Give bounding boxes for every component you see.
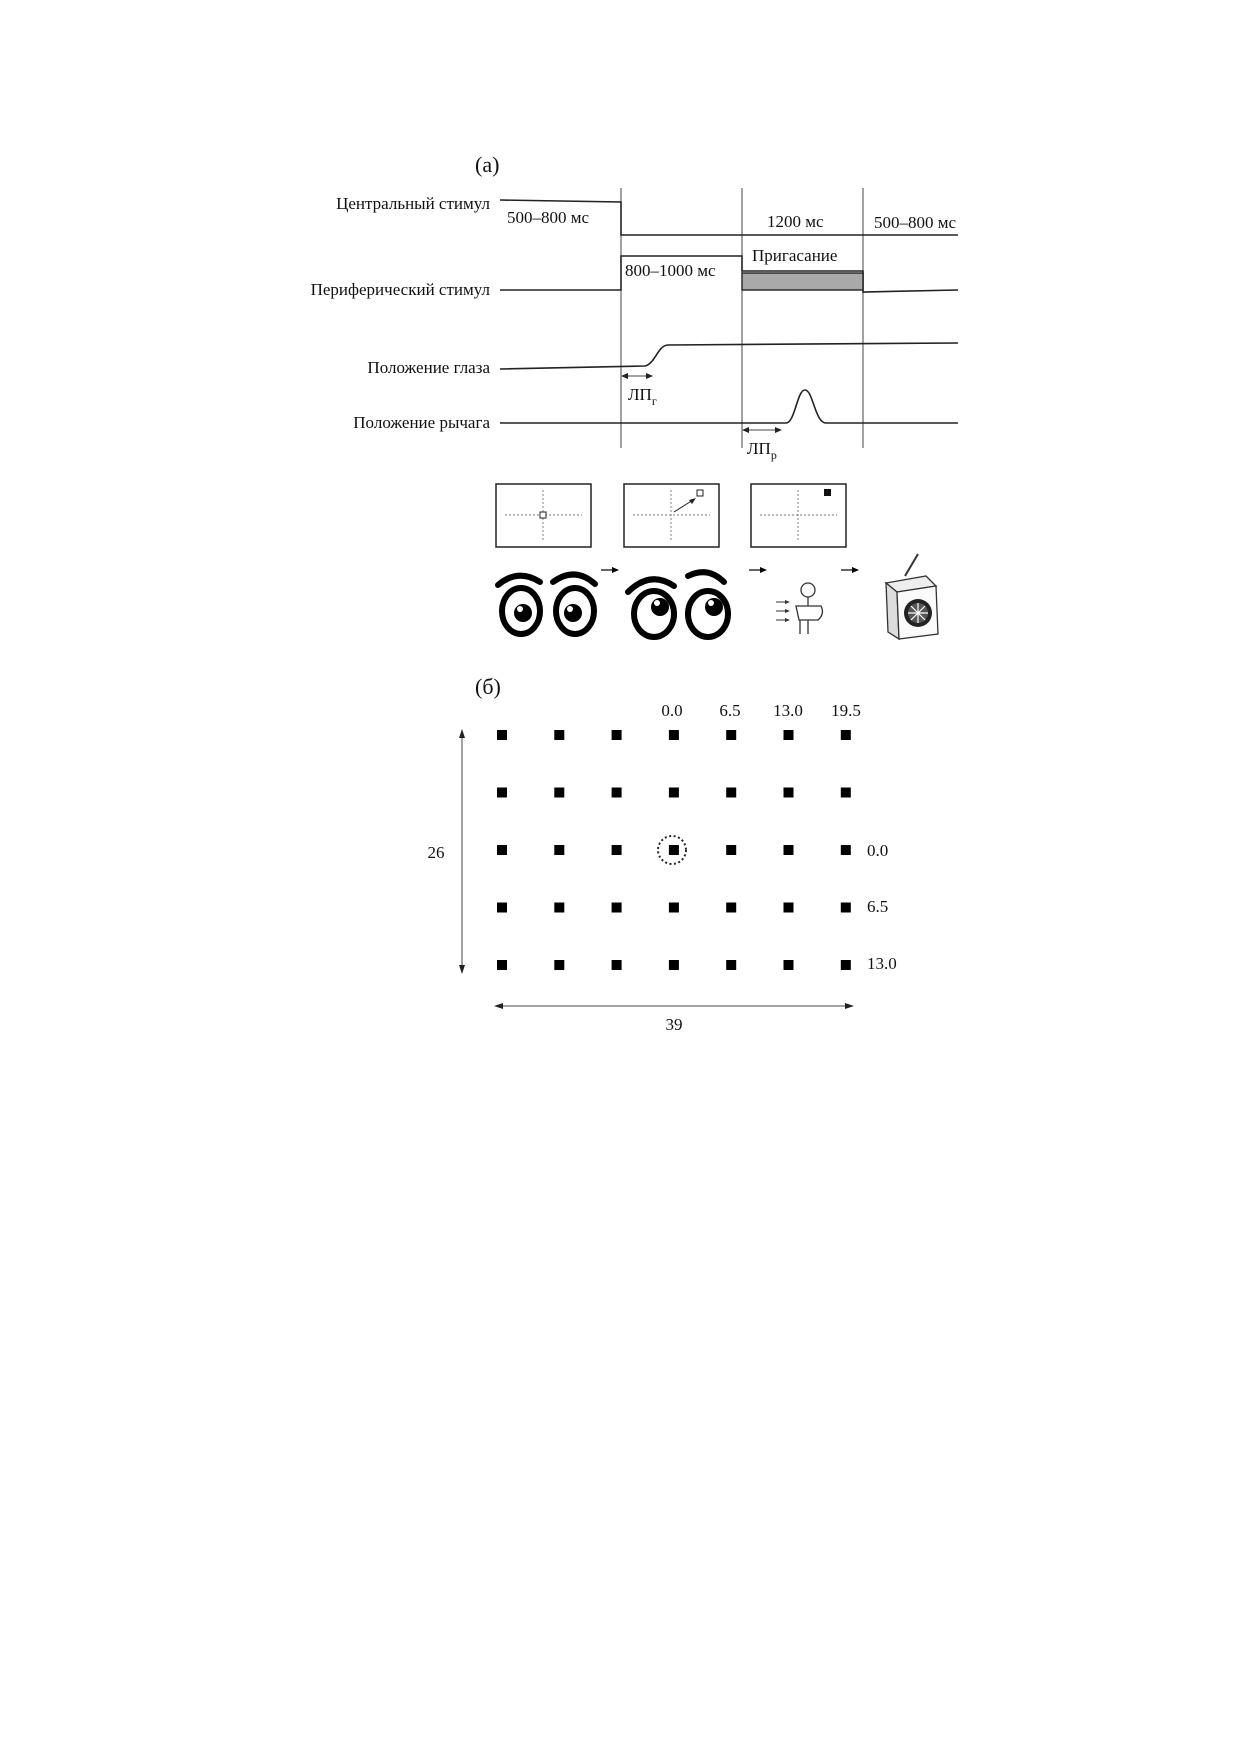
target-square <box>612 845 622 855</box>
target-square <box>497 788 507 798</box>
hand-lever-icon <box>776 583 822 634</box>
target-square <box>841 845 851 855</box>
target-square <box>841 903 851 913</box>
target-square <box>841 730 851 740</box>
eye-latency-label: $ЛП_г$ <box>628 385 657 408</box>
panel-b-label: (б) <box>475 674 501 699</box>
lever-latency-arrow <box>742 427 782 433</box>
top-label: 6.5 <box>719 701 741 720</box>
target-square <box>726 960 736 970</box>
target-square <box>841 788 851 798</box>
target-square <box>726 903 736 913</box>
eyes-center-icon <box>498 574 595 634</box>
event-markers <box>621 188 863 448</box>
right-label: 6.5 <box>867 897 889 916</box>
peripheral-stimulus-trace <box>500 256 958 292</box>
target-square <box>784 730 794 740</box>
target-square <box>554 788 564 798</box>
monitor-dim-icon <box>751 484 846 547</box>
target-square <box>612 903 622 913</box>
eyes-right-icon <box>628 572 728 637</box>
target-square <box>726 788 736 798</box>
target-square <box>497 730 507 740</box>
target-grid <box>497 730 851 970</box>
target-square <box>612 730 622 740</box>
target-square <box>784 845 794 855</box>
top-label: 0.0 <box>661 701 683 720</box>
duration-pre: 500–800 мс <box>507 208 590 227</box>
fixation-target <box>669 845 679 855</box>
top-label: 19.5 <box>831 701 861 720</box>
arrow-icon <box>601 567 619 573</box>
target-square <box>554 960 564 970</box>
target-square <box>497 845 507 855</box>
duration-dim: 1200 мс <box>767 212 824 231</box>
target-square <box>612 960 622 970</box>
juice-box-icon <box>886 554 938 639</box>
target-square <box>726 845 736 855</box>
target-square <box>554 903 564 913</box>
target-square <box>726 730 736 740</box>
target-square <box>497 903 507 913</box>
arrow-icon <box>841 567 859 573</box>
height-dimension-arrow <box>459 729 465 974</box>
target-square <box>669 730 679 740</box>
panel-a-label: (a) <box>475 152 500 177</box>
right-axis-labels <box>867 841 897 973</box>
lever-latency-label: $ЛП_р$ <box>747 439 777 462</box>
duration-post: 500–800 мс <box>874 213 957 232</box>
target-square <box>554 730 564 740</box>
row-label-peripheral: Периферический стимул <box>310 280 490 299</box>
eye-position-trace <box>500 343 958 369</box>
row-label-central: Центральный стимул <box>336 194 490 213</box>
height-label: 26 <box>427 843 445 862</box>
target-square <box>784 903 794 913</box>
target-square <box>669 960 679 970</box>
target-square <box>784 788 794 798</box>
target-square <box>841 960 851 970</box>
target-square <box>784 960 794 970</box>
monitor-target-icon <box>624 484 719 547</box>
target-square <box>669 788 679 798</box>
row-label-lever: Положение рычага <box>353 413 490 432</box>
target-square <box>669 903 679 913</box>
width-dimension-arrow <box>494 1003 854 1009</box>
target-square <box>554 845 564 855</box>
target-square <box>612 788 622 798</box>
eye-latency-arrow <box>621 373 653 379</box>
target-square <box>497 960 507 970</box>
width-label: 39 <box>665 1015 683 1034</box>
right-label: 0.0 <box>867 841 889 860</box>
right-label: 13.0 <box>867 954 897 973</box>
row-label-eye: Положение глаза <box>367 358 490 377</box>
dimming-bar <box>742 273 863 290</box>
dimming-label: Пригасание <box>752 246 838 265</box>
lever-position-trace <box>500 390 958 423</box>
top-label: 13.0 <box>773 701 803 720</box>
monitor-fixation-icon <box>496 484 591 547</box>
arrow-icon <box>749 567 767 573</box>
top-axis-labels <box>661 701 861 720</box>
duration-cue: 800–1000 мс <box>625 261 716 280</box>
